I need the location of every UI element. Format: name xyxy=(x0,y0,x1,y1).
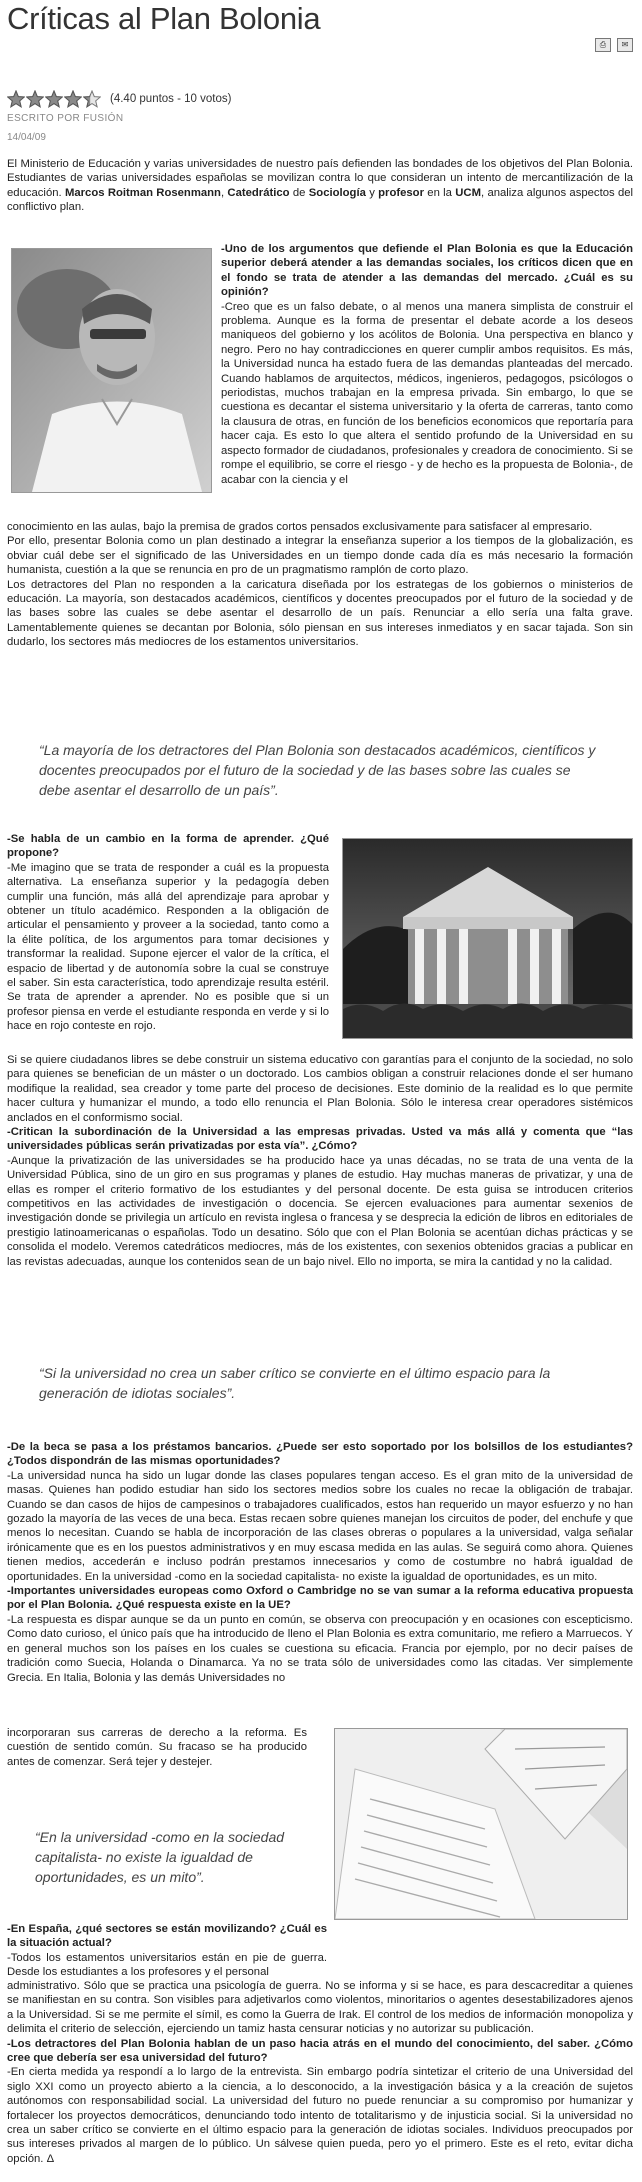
qa5-narrow xyxy=(7,1726,307,1769)
rating-text: (4.40 puntos - 10 votos) xyxy=(110,93,232,105)
qa1-p2: Por ello, presentar Bolonia como un plan destinado a integrar la enseñanza superior a los tiempos de la globalización, es obviar cuál debe ser el significado de las Universidades en un tiempo donde cada día es más necesario la formación humanista, cuestión a la que se renuncia en pro de un pragmatismo ramplón de corto plazo. xyxy=(7,535,633,577)
article-tools xyxy=(595,38,633,52)
sep: de xyxy=(289,186,309,199)
qa7-question: -Los detractores del Plan Bolonia hablan de un paso hacia atrás en el mundo del conocimiento, del saber. ¿Cómo cree que debería ser esa universidad del futuro? xyxy=(7,2037,633,2065)
article-title: Críticas al Plan Bolonia xyxy=(7,1,321,36)
qa2-question: -Se habla de un cambio en la forma de aprender. ¿Qué propone? xyxy=(7,833,329,860)
star-icon[interactable] xyxy=(45,90,63,108)
sep: , xyxy=(220,186,228,199)
print-icon[interactable]: ⎙ xyxy=(595,38,611,52)
qa4-answer: -La universidad nunca ha sido un lugar donde las clases populares tengan acceso. Es el gran mito de la universidad de masas. Quienes han podido estudiar han sido los sectores medios sobre los cuales no recae la obligación de trabajar. Cuando se dan casos de hijos de campesinos o trabajadores cualificados, estos han requerido un mayor esfuerzo y no han gozado la mayoría de las veces de una beca. Estas recaen sobre quienes manejan los circuitos de poder, del enchufe y que menos lo necesitan. Cuando se habla de incorporación de las clases obreras o populares a la universidad, valga señalar irónicamente que es en los puestos administrativos y en muy escasa medida en las aulas. Se seguirá como ahora. Quienes tienen medios, accederán e incluso podrán prestamos innecesarios y como de costumbre no habrá igualdad de oportunidades. En la universidad -como en la sociedad capitalista- no existe la igualdad de oportunidades, es un mito. xyxy=(7,1469,633,1583)
qa6-question: -En España, ¿qué sectores se están movilizando? ¿Cuál es la situación actual? xyxy=(7,1923,327,1950)
rating-stars[interactable] xyxy=(7,90,101,108)
author-field: Sociología xyxy=(308,186,366,199)
qa2-answer-narrow: -Me imagino que se trata de responder a cuál es la propuesta alternativa. La enseñanza superior y la pedagogía deben cumplir una función, más allá del aprendizaje para aprobar y obtener un título académico. Responden a la obligación de articular el pensamiento y proveer a la sociedad, tanto como a la élite política, de los argumentos para tomar decisiones y transformar la realidad. Supone ejercer el valor de la crítica, el espacio de libertad y de autonomía sobre la cual se construye el saber. Sin esta característica, todo aprendizaje resulta estéril. Se trata de aprender a aprender. No es posible que si un profesor piensa en verde el estudiante responda en verde y si lo hace en rojo conteste en rojo. xyxy=(7,861,329,1033)
date: 14/04/09 xyxy=(7,132,46,143)
qa2-wide xyxy=(7,1053,633,1269)
qa6-answer-narrow: -Todos los estamentos universitarios están en pie de guerra. Desde los estudiantes a los profesores y el personal xyxy=(7,1951,327,1979)
author-univ: UCM xyxy=(455,186,481,199)
author-portrait xyxy=(11,248,212,493)
qa2-narrow xyxy=(7,832,329,1034)
book-image xyxy=(335,1729,627,1919)
intro-text-b: , analiza algunos aspectos del conflictivo plan. xyxy=(7,186,634,214)
qa5-answer-wide: -La respuesta es dispar aunque se da un punto en común, se observa con preocupación y en ocasiones con escepticismo. Como dato curioso, el único país que ha introducido de lleno el Plan Bolonia es extra comunitario, me refiero a Marruecos. Y en general muchos son los países en los cuales se cuestiona su eficacia. Francia por ejemplo, por no decir países de tradición como Suecia, Holanda o Dinamarca. Ya no se trata sólo de universidades como las citadas. Ver simplemente Grecia. En Italia, Bolonia y las demás Universidades no xyxy=(7,1613,633,1684)
sep: y xyxy=(365,186,379,199)
university-building-photo xyxy=(342,838,633,1039)
author-role: Catedrático xyxy=(227,186,290,199)
qa1-answer-wide: conocimiento en las aulas, bajo la premisa de grados cortos pensados exclusivamente para satisfacer al empresario. xyxy=(7,521,593,533)
sep: en la xyxy=(423,186,456,199)
qa1-question: -Uno de los argumentos que defiende el Plan Bolonia es que la Educación superior deberá atender a las demandas sociales, los críticos dicen que en el fondo se trata de atender a las demandas del mercado. ¿Cuál es su opinión? xyxy=(221,243,633,299)
star-icon[interactable] xyxy=(7,90,25,108)
author-portrait-image xyxy=(12,249,211,492)
university-building-image xyxy=(343,839,632,1038)
email-icon[interactable]: ✉ xyxy=(617,38,633,52)
star-icon[interactable] xyxy=(64,90,82,108)
qa6-narrow xyxy=(7,1922,327,1980)
qa4 xyxy=(7,1440,633,1685)
qa4-question: -De la beca se pasa a los préstamos bancarios. ¿Puede ser esto soportado por los bolsillos de los estudiantes? ¿Todos dispondrán de las mismas oportunidades? xyxy=(7,1441,633,1468)
star-icon[interactable] xyxy=(26,90,44,108)
pull-quote-1: “La mayoría de los detractores del Plan Bolonia son destacados académicos, científicos y docentes preocupados por el futuro de la sociedad y de las bases sobre las cuales se debe asentar el desarrollo de un país”. xyxy=(39,742,596,798)
pull-quote-3: “En la universidad -como en la sociedad capitalista- no existe la igualdad de oportunidades, es un mito”. xyxy=(35,1829,285,1885)
byline: ESCRITO POR FUSIÓN xyxy=(7,113,124,124)
book-photo xyxy=(334,1728,628,1920)
qa1-narrow xyxy=(221,242,633,487)
qa7-answer: -En cierta medida ya respondí a lo largo de la entrevista. Sin embargo podría sintetizar el criterio de una Universidad del siglo XXI como un proyecto abierto a la ciencia, a lo desconocido, a la investigación básica y a la creación de sujetos autónomos con responsabilidad social. La universidad del futuro no puede renunciar a su compromiso por humanizar y fortalecer los proyectos democráticos, denunciando todo intento de totalitarismo y de injusticia social. Si la universidad no crea un saber crítico se convierte en el último espacio para la generación de idiotas sociales. Individuos preocupados por sus intereses privados al margen de lo público. Un sálvese quien pueda, pero yo el primero. Este es el reto, evitar dicha opción. Δ xyxy=(7,2066,633,2165)
qa6-answer-wide: administrativo. Sólo que se practica una psicología de guerra. No se informa y si se hace, es para descacreditar a quienes se manifiestan en su contra. Son visibles para adjetivarlos como violentos, minoritarios o agentes desestabilizadores ajenos a la Universidad. Si se me permite el símil, es como la Guerra de Irak. El control de los medios de información monopoliza y delimita el criterio de selección, ejerciendo un tamiz hasta censurar noticias y no autorizar su publicación. xyxy=(7,1980,633,2036)
author-name: Marcos Roitman Rosenmann xyxy=(64,186,221,199)
rating xyxy=(7,90,231,108)
intro-text-a: El Ministerio de Educación y varias universidades de nuestro país defienden las bondades de los objetivos del Plan Bolonia. Estudiantes de varias universidades españolas se movilizan contra lo que consideran un intento de mercantilización de la educación. xyxy=(7,158,633,199)
qa6-wide xyxy=(7,1979,633,2166)
intro-paragraph xyxy=(7,157,633,215)
pull-quote-2: “Si la universidad no crea un saber crítico se convierte en el último espacio para la generación de idiotas sociales”. xyxy=(39,1365,551,1401)
qa5-question: -Importantes universidades europeas como Oxford o Cambridge no se van sumar a la reforma educativa propuesta por el Plan Bolonia. ¿Qué respuesta existe en la UE? xyxy=(7,1585,633,1612)
qa1-p3: Los detractores del Plan no responden a la caricatura diseñada por los estrategas de los gobiernos o ministerios de educación. La mayoría, son destacados académicos, científicos y docentes preocupados por el futuro de la sociedad y de las bases sobre las cuales se debe asentar el desarrollo de un país. Renunciar a ello sería una falta grave. Lamentablemente quienes se decantan por Bolonia, sólo piensan en sus intereses inmediatos y en sacar tajada. Son sin dudarlo, los sectores más mediocres de los estamentos universitarios. xyxy=(7,578,633,649)
qa5-answer-narrow: incorporaran sus carreras de derecho a la reforma. Es cuestión de sentido común. Su fracaso se ha producido antes de comenzar. Será tejer y destejer. xyxy=(7,1727,307,1768)
qa2-answer-wide: Si se quiere ciudadanos libres se debe construir un sistema educativo con garantías para el conjunto de la sociedad, no solo para quienes se benefician de un máster o un doctorado. Los cambios obligan a construir relaciones donde el ser humano modifique la realidad, sea creador y tome parte del proceso de decisiones. Este dominio de la realidad es lo que permite hacer cultura y humanizar el mundo, a todo ello renuncia el Plan Bolonia. Sólo le interesa crear operadores sistémicos anclados en el conformismo social. xyxy=(7,1054,633,1124)
qa3-question: -Critican la subordinación de la Universidad a las empresas privadas. Usted va más allá y comenta que “las universidades públicas serán privatizadas por esta vía”. ¿Cómo? xyxy=(7,1126,633,1153)
qa3-answer: -Aunque la privatización de las universidades se ha producido hace ya unas décadas, no se trata de una venta de la Universidad Pública, sino de un giro en sus programas y planes de estudio. Hay muchas maneras de privatizar, y una de ellas es romper el criterio formativo de los estudiantes y del personal docente. De esta guisa se introducen criterios competitivos en las actividades de investigación o docencia. Se ejercen evaluaciones para aumentar sexenios de investigación donde se privilegia un artículo en revista inglesa o francesa y se desprecia la edición de libros en editoriales de prestigio latinoamericanas o españolas. Todo un desatino. Sólo que con el Plan Bolonia se acentúan dichas prácticas y se consolida el modelo. Veremos catedráticos mediocres, más de los existentes, con sexenios obtenidos gracias a publicar en las revistas adecuadas, aunque los contenidos sean de un bajo nivel. Ello no importa, se mira la cantidad y no la calidad. xyxy=(7,1154,633,1268)
qa1-wide xyxy=(7,520,633,650)
author-role2: profesor xyxy=(378,186,424,199)
qa1-answer-narrow: -Creo que es un falso debate, o al menos una manera simplista de construir el problema. Aunque es la forma de presentar el debate acorde a los deseos maniqueos del gobierno y los acólitos de Bolonia. Una perspectiva en blanco y negro. Pero no hay contradicciones en querer cumplir ambos requisitos. Es más, la Universidad nunca ha estado fuera de las demandas planteadas del mercado. Cuando hablamos de arquitectos, médicos, ingenieros, pedagogos, psicólogos o periodistas, muchos trabajan en la empresa privada. Sin embargo, lo que se cuestiona es decantar el sistema universitario y la oferta de carreras, tanto como la clausura de otras, en función de los beneficios economicos que reportaría para hacer caja. Es esto lo que altera el sentido profundo de la Universidad en su aspecto formador de ciudadanos, profesionales y creadora de conocimiento. Si se rompe el equilibrio, se corre el riesgo - y de hecho es la propuesta de Bolonia-, de acabar con la ciencia y el xyxy=(221,300,633,486)
star-icon[interactable] xyxy=(83,90,101,108)
